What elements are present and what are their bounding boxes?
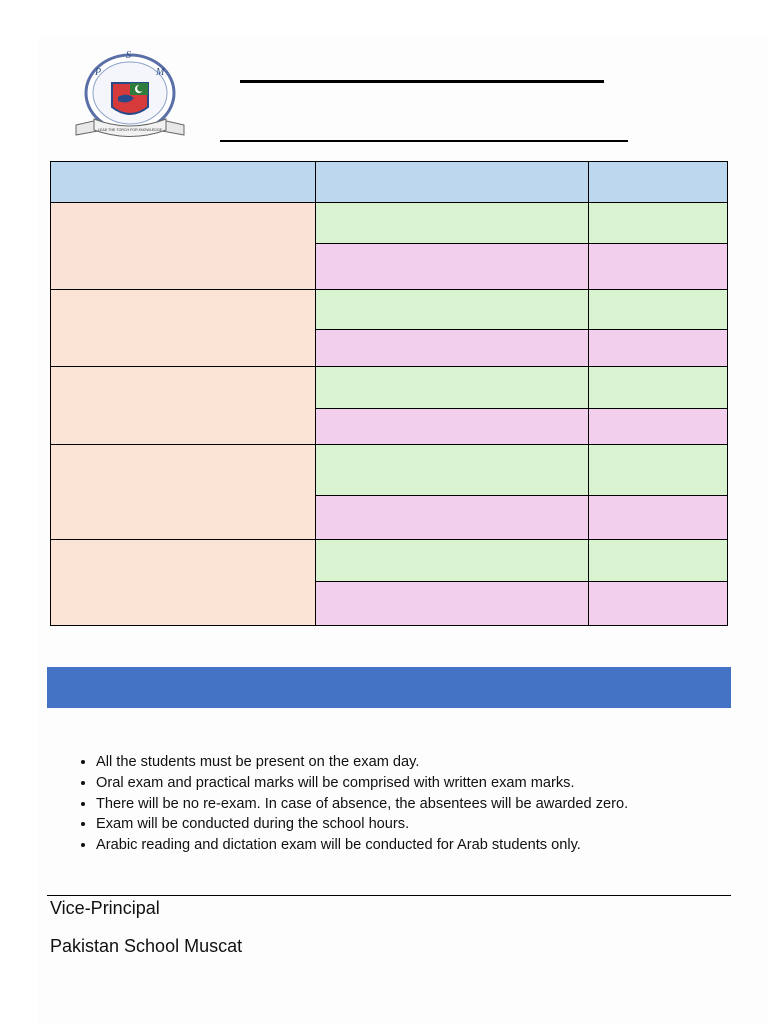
logo-letter-m: M xyxy=(156,67,165,78)
table-cell xyxy=(316,582,589,626)
logo-motto: LEAD THE TORCH FOR KNOWLEDGE xyxy=(97,128,163,132)
school-logo xyxy=(68,45,206,140)
exam-rules-list xyxy=(58,752,628,856)
table-cell xyxy=(316,367,589,409)
table-cell xyxy=(589,330,728,367)
list-item: • Arabic reading and dictation exam will be conducted for Arab students only. xyxy=(96,835,628,856)
subject-cell xyxy=(51,540,316,626)
list-item: • Exam will be conducted during the school hours. xyxy=(96,814,628,835)
subject-cell xyxy=(51,203,316,290)
table-cell xyxy=(589,445,728,496)
table-cell xyxy=(316,290,589,330)
subtitle-underline xyxy=(220,140,628,142)
table-row xyxy=(51,290,728,330)
table-cell xyxy=(589,203,728,244)
title-underline xyxy=(240,80,604,83)
table-cell xyxy=(589,540,728,582)
instructions-banner xyxy=(47,667,731,708)
header-cell-date xyxy=(316,162,589,203)
table-cell xyxy=(316,330,589,367)
subject-cell xyxy=(51,367,316,445)
subject-cell xyxy=(51,445,316,540)
exam-schedule-table xyxy=(50,161,728,626)
table-row xyxy=(51,203,728,244)
header-cell-subject xyxy=(51,162,316,203)
list-item: • Oral exam and practical marks will be comprised with written exam marks. xyxy=(96,773,628,794)
logo-letter-p: P xyxy=(95,67,102,78)
list-item: • All the students must be present on the exam day. xyxy=(96,752,628,773)
table-row xyxy=(51,540,728,582)
list-item: • There will be no re-exam. In case of absence, the absentees will be awarded zero. xyxy=(96,794,628,815)
table-cell xyxy=(316,445,589,496)
table-header-row xyxy=(51,162,728,203)
table-cell xyxy=(589,367,728,409)
table-cell xyxy=(316,244,589,290)
table-cell xyxy=(316,203,589,244)
table-row xyxy=(51,367,728,409)
table-cell xyxy=(316,540,589,582)
table-cell xyxy=(589,496,728,540)
table-row xyxy=(51,445,728,496)
table-cell xyxy=(316,409,589,445)
table-cell xyxy=(316,496,589,540)
table-cell xyxy=(589,290,728,330)
table-cell xyxy=(589,244,728,290)
signature-divider xyxy=(47,895,731,896)
header-cell-day xyxy=(589,162,728,203)
signatory-title: Vice-Principal xyxy=(50,898,160,918)
school-name: Pakistan School Muscat xyxy=(50,936,243,956)
logo-letter-s: S xyxy=(126,50,131,61)
table-cell xyxy=(589,582,728,626)
table-cell xyxy=(589,409,728,445)
subject-cell xyxy=(51,290,316,367)
